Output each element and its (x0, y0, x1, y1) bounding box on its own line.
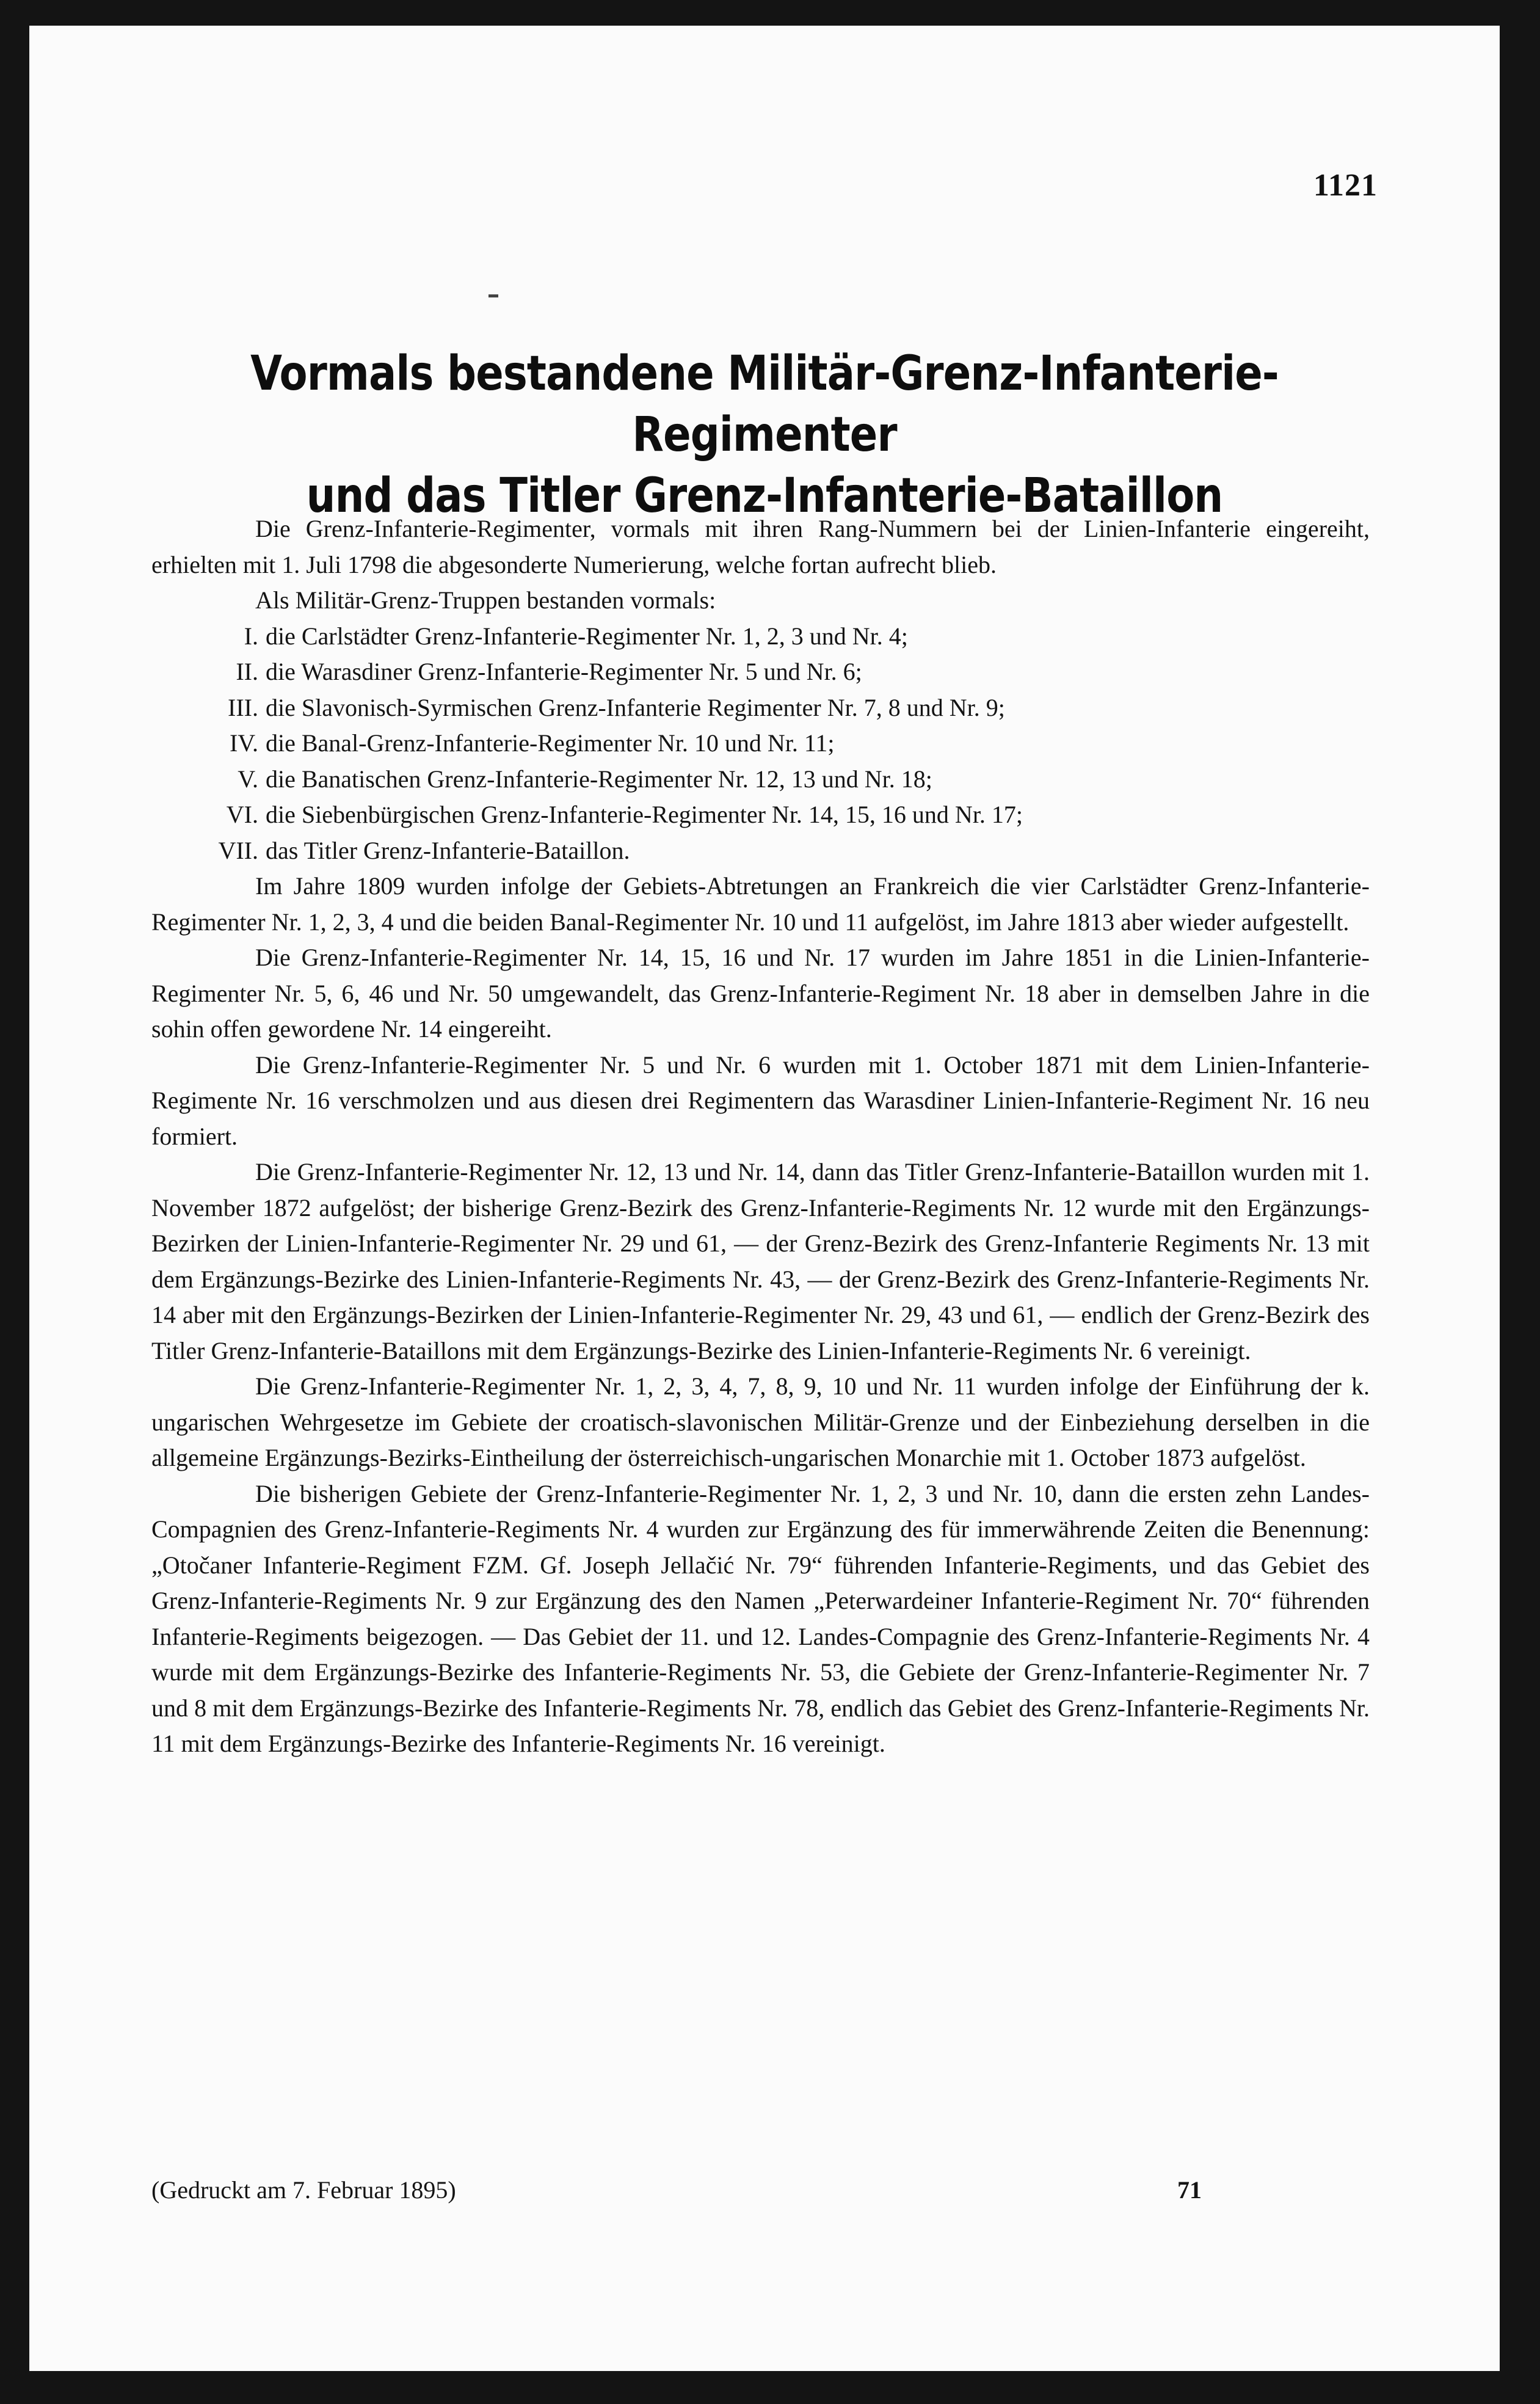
sheet-number: 71 (1177, 2176, 1202, 2204)
paragraph-territories: Die bisherigen Gebiete der Grenz-Infanterie-Regimenter Nr. 1, 2, 3 und Nr. 10, dann die ersten zehn Landes-Compagnien des Grenz-Infanterie-Regiments Nr. 4 wurden zur Ergänzung des für immerwährende Zeiten die Benennung: „Otočaner Infanterie-Regiment FZM. Gf. Joseph Jellačić Nr. 79“ führenden Infanterie-Regiments, und das Gebiet des Grenz-Infanterie-Regiments Nr. 9 zur Ergänzung des den Namen „Peterwardeiner Infanterie-Regiment Nr. 70“ führenden Infanterie-Regiments beigezogen. — Das Gebiet der 11. und 12. Landes-Compagnie des Grenz-Infanterie-Regiments Nr. 4 wurde mit dem Ergänzungs-Bezirke des Infanterie-Regiments Nr. 53, die Gebiete der Grenz-Infanterie-Regimenter Nr. 7 und 8 mit dem Ergänzungs-Bezirke des Infanterie-Regiments Nr. 78, endlich das Gebiet des Grenz-Infanterie-Regiments Nr. 11 mit dem Ergänzungs-Bezirke des Infanterie-Regiments Nr. 16 vereinigt. (151, 1479, 1370, 1757)
list-item: VI. die Siebenbürgischen Grenz-Infanterie-Regimenter Nr. 14, 15, 16 und Nr. 17; (226, 801, 1023, 828)
paragraph-1851: Die Grenz-Infanterie-Regimenter Nr. 14, 15, 16 und Nr. 17 wurden im Jahre 1851 in die Linien-Infanterie-Regimenter Nr. 5, 6, 46 und Nr. 50 umgewandelt, das Grenz-Infanterie-Regiment Nr. 18 aber in demselben Jahre in die sohin offen gewordene Nr. 14 eingereiht. (151, 944, 1370, 1043)
list-item: IV. die Banal-Grenz-Infanterie-Regimenter Nr. 10 und Nr. 11; (229, 729, 835, 757)
list-item: III. die Slavonisch-Syrmischen Grenz-Infanterie Regimenter Nr. 7, 8 und Nr. 9; (228, 693, 1005, 721)
paragraph-1871: Die Grenz-Infanterie-Regimenter Nr. 5 und Nr. 6 wurden mit 1. October 1871 mit dem Linien-Infanterie-Regimente Nr. 16 verschmolzen und aus diesen drei Regimentern das Warasdiner Linien-Infanterie-Regiment Nr. 16 neu formiert. (151, 1051, 1370, 1150)
paragraph-1873: Die Grenz-Infanterie-Regimenter Nr. 1, 2, 3, 4, 7, 8, 9, 10 und Nr. 11 wurden infolge der Einführung der k. ungarischen Wehrgesetze im Gebiete der croatisch-slavonischen Militär-Grenze und der Einbeziehung derselben in die allgemeine Ergänzungs-Bezirks-Eintheilung der österreichisch-ungarischen Monarchie mit 1. October 1873 aufgelöst. (151, 1372, 1370, 1471)
title-line-2: und das Titler Grenz-Infanterie-Bataillon (306, 468, 1223, 523)
paragraph-1872: Die Grenz-Infanterie-Regimenter Nr. 12, 13 und Nr. 14, dann das Titler Grenz-Infanterie-Bataillon wurden mit 1. November 1872 aufgelöst; der bisherige Grenz-Bezirk des Grenz-Infanterie-Regiments Nr. 12 wurde mit den Ergänzungs-Bezirken der Linien-Infanterie-Regimenter Nr. 29 und 61, — der Grenz-Bezirk des Grenz-Infanterie Regiments Nr. 13 mit dem Ergänzungs-Bezirke des Linien-Infanterie-Regiments Nr. 43, — der Grenz-Bezirk des Grenz-Infanterie-Regiments Nr. 14 aber mit den Ergänzungs-Bezirken der Linien-Infanterie-Regimenter Nr. 29, 43 und 61, — endlich der Grenz-Bezirk des Titler Grenz-Infanterie-Bataillons mit dem Ergänzungs-Bezirke des Linien-Infanterie-Regiments Nr. 6 vereinigt. (151, 1158, 1370, 1364)
title-line-1: Vormals bestandene Militär-Grenz-Infanterie-Regimenter (250, 346, 1279, 462)
page-number: 1121 (1313, 168, 1378, 203)
list-lead: Als Militär-Grenz-Truppen bestanden vormals: (255, 586, 716, 614)
list-item: I. die Carlstädter Grenz-Infanterie-Regimenter Nr. 1, 2, 3 und Nr. 4; (244, 622, 908, 650)
document-page (29, 26, 1500, 2371)
list-item: V. die Banatischen Grenz-Infanterie-Regimenter Nr. 12, 13 und Nr. 18; (238, 765, 932, 793)
list-item: VII. das Titler Grenz-Infanterie-Bataillon. (218, 836, 630, 864)
list-item: II. die Warasdiner Grenz-Infanterie-Regimenter Nr. 5 und Nr. 6; (236, 658, 862, 685)
troop-list (151, 619, 1370, 869)
print-mark (489, 294, 498, 297)
intro-paragraph: Die Grenz-Infanterie-Regimenter, vormals mit ihren Rang-Nummern bei der Linien-Infanterie eingereiht, erhielten mit 1. Juli 1798 die abgesonderte Numerierung, welche fortan aufrecht blieb. (151, 515, 1370, 578)
print-date: (Gedruckt am 7. Februar 1895) (151, 2176, 456, 2204)
paragraph-1809: Im Jahre 1809 wurden infolge der Gebiets-Abtretungen an Frankreich die vier Carlstädter Grenz-Infanterie-Regimenter Nr. 1, 2, 3, 4 und die beiden Banal-Regimenter Nr. 10 und 11 aufgelöst, im Jahre 1813 aber wieder aufgestellt. (151, 872, 1370, 936)
document-body (151, 511, 1370, 1762)
page-title (133, 343, 1397, 526)
